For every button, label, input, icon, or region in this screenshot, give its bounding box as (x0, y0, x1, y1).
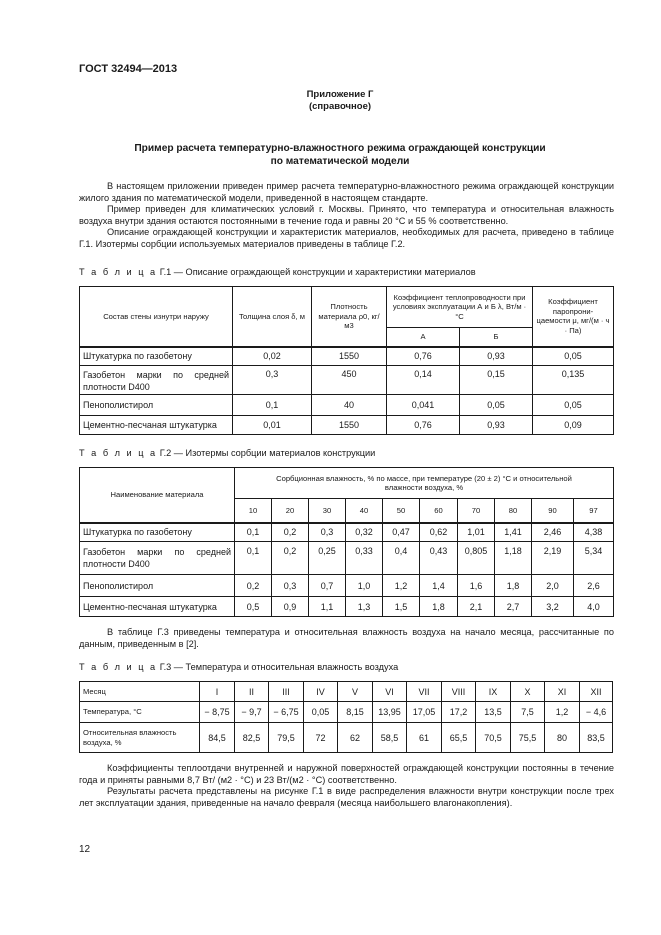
t2-cell-value: 1,41 (495, 523, 532, 542)
t3-temp: 17,05 (407, 702, 442, 723)
t1-header-permeability: Коэффициент паропрони-цаемости μ, мг/(м · ч · Па) (533, 287, 614, 347)
t2-cell-value: 1,8 (495, 575, 532, 597)
t3-hum: 65,5 (442, 723, 476, 753)
t3-temp: 1,2 (545, 702, 580, 723)
t2-cell-value: 4,0 (574, 597, 614, 617)
t1-cell-a: 0,76 (387, 416, 460, 435)
t1-cell-thickness: 0,3 (233, 366, 312, 395)
t3-month: I (200, 682, 235, 702)
table-row (80, 395, 614, 416)
t3-temp: − 8,75 (200, 702, 235, 723)
t2-cell-name: Газобетон марки по средней плотности D400 (80, 542, 235, 575)
t3-hum: 79,5 (269, 723, 304, 753)
t2-header-sorption: Сорбционная влажность, % по массе, при температуре (20 ± 2) °С и относительной влажности воздуха, % (235, 468, 614, 499)
t3-temp: 7,5 (511, 702, 545, 723)
t2-header-humidity: 70 (458, 499, 495, 523)
t1-cell-b: 0,05 (460, 395, 533, 416)
t3-hum: 58,5 (373, 723, 407, 753)
t2-cell-value: 1,1 (309, 597, 346, 617)
t3-month: IV (304, 682, 338, 702)
t1-cell-thickness: 0,1 (233, 395, 312, 416)
t3-temp: 17,2 (442, 702, 476, 723)
t3-hum: 80 (545, 723, 580, 753)
t2-cell-value: 0,4 (383, 542, 420, 575)
t1-cell-mu: 0,05 (533, 347, 614, 366)
t3-month: III (269, 682, 304, 702)
table-g2 (79, 467, 614, 617)
t3-month: VIII (442, 682, 476, 702)
table-g3 (79, 681, 613, 753)
t2-cell-name: Цементно-песчаная штукатурка (80, 597, 235, 617)
table3-caption-text: Г.3 — Температура и относительная влажность воздуха (159, 662, 399, 672)
table2-caption-text: Г.2 — Изотермы сорбции материалов конструкции (159, 448, 376, 458)
t3-hum: 70,5 (476, 723, 511, 753)
t2-cell-value: 4,38 (574, 523, 614, 542)
t3-month: VI (373, 682, 407, 702)
t1-header-density: Плотность материала ρ0, кг/м3 (312, 287, 387, 347)
t2-cell-value: 0,1 (235, 542, 272, 575)
t2-cell-value: 2,0 (532, 575, 574, 597)
t3-month: XII (580, 682, 613, 702)
t2-cell-value: 2,46 (532, 523, 574, 542)
t2-header-humidity: 30 (309, 499, 346, 523)
t3-temp: 13,5 (476, 702, 511, 723)
t1-cell-a: 0,041 (387, 395, 460, 416)
t2-cell-value: 0,47 (383, 523, 420, 542)
t1-cell-mu: 0,09 (533, 416, 614, 435)
t2-cell-value: 0,2 (272, 523, 309, 542)
t2-header-humidity: 60 (420, 499, 458, 523)
table1-caption (79, 267, 476, 277)
intro-text (79, 181, 614, 250)
t3-hum: 62 (338, 723, 373, 753)
table1-caption-text: Г.1 — Описание ограждающей конструкции и характеристики материалов (159, 267, 476, 277)
t1-cell-thickness: 0,01 (233, 416, 312, 435)
table-g1 (79, 286, 614, 435)
table1-caption-label: Т а б л и ц а (79, 267, 158, 277)
t3-temp: − 6,75 (269, 702, 304, 723)
table-row (80, 597, 614, 617)
t2-cell-name: Пенополистирол (80, 575, 235, 597)
t1-header-thickness: Толщина слоя δ, м (233, 287, 312, 347)
table3-caption-label: Т а б л и ц а (79, 662, 158, 672)
intro-paragraph: Описание ограждающей конструкции и характеристик материалов, необходимых для расчета, приведено в таблице Г.1. Изотермы сорбции используемых материалов приведены в таблице Г.2. (79, 227, 614, 249)
t2-header-humidity: 90 (532, 499, 574, 523)
t1-header-composition: Состав стены изнутри наружу (80, 287, 233, 347)
t2-cell-value: 0,2 (235, 575, 272, 597)
appendix-title: Приложение Г (306, 89, 374, 100)
t3-temp-label: Температура, °С (80, 702, 200, 723)
table-row (80, 723, 613, 753)
t1-cell-name: Пенополистирол (80, 395, 233, 416)
outro-paragraph: Коэффициенты теплоотдачи внутренней и наружной поверхностей ограждающей конструкции постоянны в течение года и приняты равными 8,7 Вт/ (м2 · °С) и 23 Вт/(м2 · °С) соответственно. (79, 763, 614, 785)
t2-cell-value: 3,2 (532, 597, 574, 617)
t2-cell-value: 1,18 (495, 542, 532, 575)
appendix-note: (справочное) (308, 101, 372, 112)
t2-cell-name: Штукатурка по газобетону (80, 523, 235, 542)
t2-cell-value: 1,5 (383, 597, 420, 617)
t1-cell-thickness: 0,02 (233, 347, 312, 366)
t1-cell-a: 0,76 (387, 347, 460, 366)
t3-hum-label: Относительная влажность воздуха, % (80, 723, 200, 753)
t1-cell-density: 1550 (312, 347, 387, 366)
t2-header-humidity: 10 (235, 499, 272, 523)
t2-cell-value: 2,6 (574, 575, 614, 597)
intro-paragraph: Пример приведен для климатических условий г. Москвы. Принято, что температура и относительная влажность воздуха внутри здания остаются постоянными в течение года и равны 20 °С и 55 % соответственно. (79, 204, 614, 226)
table-row (80, 347, 614, 366)
t3-hum: 83,5 (580, 723, 613, 753)
t2-cell-value: 1,0 (346, 575, 383, 597)
table-row (80, 416, 614, 435)
t2-cell-value: 0,3 (309, 523, 346, 542)
t1-cell-density: 1550 (312, 416, 387, 435)
t3-hum: 75,5 (511, 723, 545, 753)
t1-cell-density: 40 (312, 395, 387, 416)
page-number: 12 (79, 844, 91, 855)
t1-cell-name: Цементно-песчаная штукатурка (80, 416, 233, 435)
table-row (80, 523, 614, 542)
t2-cell-value: 1,6 (458, 575, 495, 597)
t1-cell-b: 0,93 (460, 416, 533, 435)
section-heading-line2: по математической модели (270, 156, 410, 167)
t3-temp: − 4,6 (580, 702, 613, 723)
t1-cell-b: 0,93 (460, 347, 533, 366)
t2-header-humidity: 20 (272, 499, 309, 523)
t3-month: II (235, 682, 269, 702)
t2-cell-value: 0,3 (272, 575, 309, 597)
t2-cell-value: 0,2 (272, 542, 309, 575)
table-row (80, 542, 614, 575)
t2-cell-value: 1,01 (458, 523, 495, 542)
t2-cell-value: 2,7 (495, 597, 532, 617)
t2-cell-value: 1,4 (420, 575, 458, 597)
table2-caption-label: Т а б л и ц а (79, 448, 158, 458)
t1-cell-b: 0,15 (460, 366, 533, 395)
table-row (80, 702, 613, 723)
t2-cell-value: 0,43 (420, 542, 458, 575)
t3-month-label: Месяц (80, 682, 200, 702)
t2-header-humidity: 50 (383, 499, 420, 523)
t3-temp: − 9,7 (235, 702, 269, 723)
t2-cell-value: 2,19 (532, 542, 574, 575)
t2-cell-value: 1,2 (383, 575, 420, 597)
t2-cell-value: 0,805 (458, 542, 495, 575)
t3-hum: 61 (407, 723, 442, 753)
section-heading-line1: Пример расчета температурно-влажностного режима ограждающей конструкции (134, 143, 546, 154)
t2-cell-value: 1,8 (420, 597, 458, 617)
t2-cell-value: 0,7 (309, 575, 346, 597)
outro-text (79, 763, 614, 809)
t1-header-conductivity: Коэффициент теплопроводности при условиях эксплуатации А и Б λ, Вт/м · °С (387, 287, 533, 328)
t3-month: VII (407, 682, 442, 702)
t2-header-humidity: 97 (574, 499, 614, 523)
standard-header: ГОСТ 32494—2013 (79, 63, 178, 75)
t2-header-humidity: 40 (346, 499, 383, 523)
t2-cell-value: 0,9 (272, 597, 309, 617)
t1-header-cond-a: А (387, 328, 460, 347)
middle-text (79, 627, 614, 650)
t3-month: XI (545, 682, 580, 702)
table-row (80, 575, 614, 597)
t2-cell-value: 0,33 (346, 542, 383, 575)
intro-paragraph: В настоящем приложении приведен пример расчета температурно-влажностного режима ограждающей конструкции жилого здания по математической модели, приведенной в настоящем стандарте. (79, 181, 614, 203)
t2-cell-value: 5,34 (574, 542, 614, 575)
t2-cell-value: 2,1 (458, 597, 495, 617)
t1-cell-mu: 0,05 (533, 395, 614, 416)
t2-cell-value: 1,3 (346, 597, 383, 617)
t3-month: X (511, 682, 545, 702)
t2-header-humidity: 80 (495, 499, 532, 523)
t2-cell-value: 0,1 (235, 523, 272, 542)
t3-hum: 82,5 (235, 723, 269, 753)
t1-cell-name: Штукатурка по газобетону (80, 347, 233, 366)
table3-caption (79, 662, 398, 672)
table2-caption (79, 448, 375, 458)
outro-paragraph: Результаты расчета представлены на рисунке Г.1 в виде распределения влажности внутри конструкции после трех лет эксплуатации здания, приведенные на начало февраля (месяца наибольшего влагонакопления). (79, 786, 614, 808)
t1-cell-name: Газобетон марки по средней плотности D400 (80, 366, 233, 395)
t3-hum: 84,5 (200, 723, 235, 753)
t1-cell-mu: 0,135 (533, 366, 614, 395)
t1-cell-density: 450 (312, 366, 387, 395)
t3-temp: 0,05 (304, 702, 338, 723)
middle-paragraph: В таблице Г.3 приведены температура и относительная влажность воздуха на начало месяца, рассчитанные по данным, приведенным в [2]. (79, 627, 614, 649)
t3-month: IX (476, 682, 511, 702)
t3-month: V (338, 682, 373, 702)
t2-cell-value: 0,25 (309, 542, 346, 575)
t2-cell-value: 0,5 (235, 597, 272, 617)
t2-header-material: Наименование материала (80, 468, 235, 523)
t2-cell-value: 0,62 (420, 523, 458, 542)
t1-cell-a: 0,14 (387, 366, 460, 395)
t1-header-cond-b: Б (460, 328, 533, 347)
t3-temp: 13,95 (373, 702, 407, 723)
t3-hum: 72 (304, 723, 338, 753)
t2-cell-value: 0,32 (346, 523, 383, 542)
table-row (80, 366, 614, 395)
t3-temp: 8,15 (338, 702, 373, 723)
